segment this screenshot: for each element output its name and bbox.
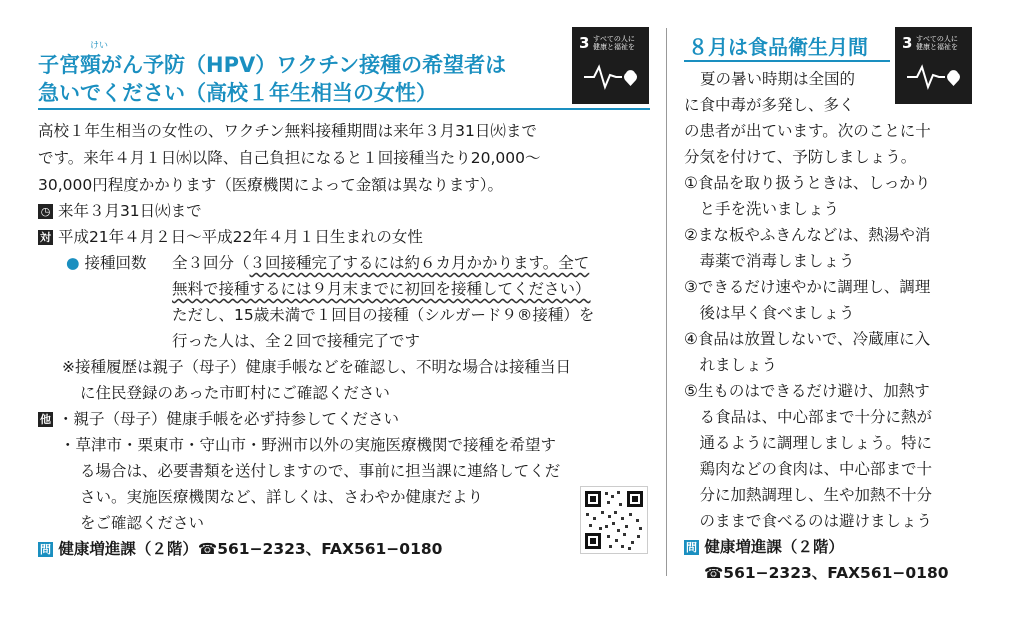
- food-tip-line: のままで食べるのは避けましょう: [684, 512, 933, 530]
- target-icon: 対: [40, 231, 51, 244]
- article-title-line1: 子宮頸がん予防（HPV）ワクチン接種の希望者は: [38, 53, 507, 77]
- food-tip-line: ④食品は放置しないで、冷蔵庫に入: [684, 330, 931, 348]
- other-line5: をご確認ください: [80, 514, 205, 532]
- intro-para-line1: 高校１年生相当の女性の、ワクチン無料接種期間は来年３月31日㈫まで: [38, 122, 537, 140]
- other-line2: ・草津市・栗東市・守山市・野洲市以外の実施医療機関で接種を希望す: [60, 436, 557, 454]
- contact-row: [38, 536, 442, 562]
- dose-line2-emphasis: 無料で接種するには９月末までに初回を接種してください）: [172, 280, 591, 298]
- food-intro-line4: 分気を付けて、予防しましょう。: [684, 148, 917, 166]
- food-title-underline: [684, 60, 890, 62]
- dose-line4: 行った人は、全２回で接種完了です: [172, 332, 421, 350]
- food-tip-line: 後は早く食べましょう: [684, 304, 855, 322]
- food-tip-line: れましょう: [684, 356, 778, 374]
- food-contact-phone: ☎561−2323、FAX561−0180: [704, 564, 949, 582]
- dose-line1-pre: 全３回分（: [172, 254, 250, 272]
- food-tip-line: ①食品を取り扱うときは、しっかり: [684, 174, 931, 192]
- sdg-text-line2: 健康と福祉を: [593, 43, 635, 51]
- food-tip-line: ③できるだけ速やかに調理し、調理: [684, 278, 931, 296]
- title-ruby: けい: [90, 41, 109, 51]
- dose-line1: [172, 250, 589, 276]
- title-underline: [38, 108, 650, 110]
- food-intro-line1: 夏の暑い時期は全国的: [700, 70, 856, 88]
- other-line3: る場合は、必要書類を送付しますので、事前に担当課に連絡してくだ: [80, 462, 561, 480]
- food-tip-line: ②まな板やふきんなどは、熱湯や消: [684, 226, 931, 244]
- food-tip-line: と手を洗いましょう: [684, 200, 840, 218]
- bullet-icon: ●: [66, 254, 80, 272]
- qr-code[interactable]: [580, 486, 648, 554]
- intro-para-line3: 30,000円程度かかります（医療機関によって金額は異なります）。: [38, 176, 503, 194]
- sdg-text-line1: すべての人に: [593, 35, 635, 43]
- dose-row: [66, 250, 146, 276]
- food-tip-line: 鶏肉などの食肉は、中心部まで十: [684, 460, 933, 478]
- other-line1: ・親子（母子）健康手帳を必ず持参してください: [57, 410, 399, 428]
- note-line2: に住民登録のあった市町村にご確認ください: [80, 384, 390, 402]
- dose-line2: [172, 276, 591, 302]
- article-title-line2: 急いでください（高校１年生相当の女性）: [38, 81, 437, 105]
- contact-text: 健康増進課（２階）☎561−2323、FAX561−0180: [58, 540, 443, 558]
- qr-code-icon: [581, 487, 647, 553]
- food-intro-line2: に食中毒が多発し、多く: [684, 96, 855, 114]
- note-line1: ※接種履歴は親子（母子）健康手帳などを確認し、不明な場合は接種当日: [62, 358, 571, 376]
- heartbeat-icon: [905, 61, 963, 91]
- other-icon: 他: [40, 413, 51, 426]
- target-text: 平成21年４月２日〜平成22年４月１日生まれの女性: [57, 228, 423, 246]
- period-row: [38, 198, 202, 224]
- other-line4: さい。実施医療機関など、詳しくは、さわやか健康だより: [80, 488, 484, 506]
- sdg-goal3-badge: [572, 27, 649, 104]
- intro-para-line2: です。来年４月１日㈬以降、自己負担になると１回接種当たり20,000〜: [38, 149, 541, 167]
- dose-line1-emphasis: ３回接種完了するには約６カ月かかります。全て: [249, 254, 590, 272]
- sdg-goal3-badge-right: [895, 27, 972, 104]
- food-tip-line: る食品は、中心部まで十分に熱が: [684, 408, 933, 426]
- other-row: [38, 406, 399, 432]
- food-tip-line: 通るように調理しましょう。特に: [684, 434, 933, 452]
- sdg-text-right-line2: 健康と福祉を: [916, 43, 958, 51]
- food-tips-list: [684, 170, 932, 534]
- sdg-number-right: 3: [902, 34, 913, 52]
- food-tip-line: ⑤生ものはできるだけ避け、加熱す: [684, 382, 930, 400]
- clock-icon: ◷: [38, 204, 53, 219]
- contact-icon: 問: [40, 543, 51, 556]
- dose-label: 接種回数: [84, 254, 147, 272]
- food-hygiene-title: ８月は食品衛生月間: [688, 35, 868, 59]
- column-divider: [666, 28, 667, 576]
- dose-line3: ただし、15歳未満で１回目の接種（シルガード９®接種）を: [172, 306, 595, 324]
- target-row: [38, 224, 423, 250]
- food-intro-line3: の患者が出ています。次のことに十: [684, 122, 931, 140]
- sdg-number: 3: [579, 34, 590, 52]
- food-contact-row: [684, 534, 844, 560]
- sdg-text-right-line1: すべての人に: [916, 35, 958, 43]
- food-tip-line: 毒薬で消毒しましょう: [684, 252, 855, 270]
- period-text: 来年３月31日㈫まで: [57, 202, 202, 220]
- food-contact-dept: 健康増進課（２階）: [704, 538, 844, 556]
- contact-icon: 問: [686, 541, 697, 554]
- food-tip-line: 分に加熱調理し、生や加熱不十分: [684, 486, 933, 504]
- heartbeat-icon: [582, 61, 640, 91]
